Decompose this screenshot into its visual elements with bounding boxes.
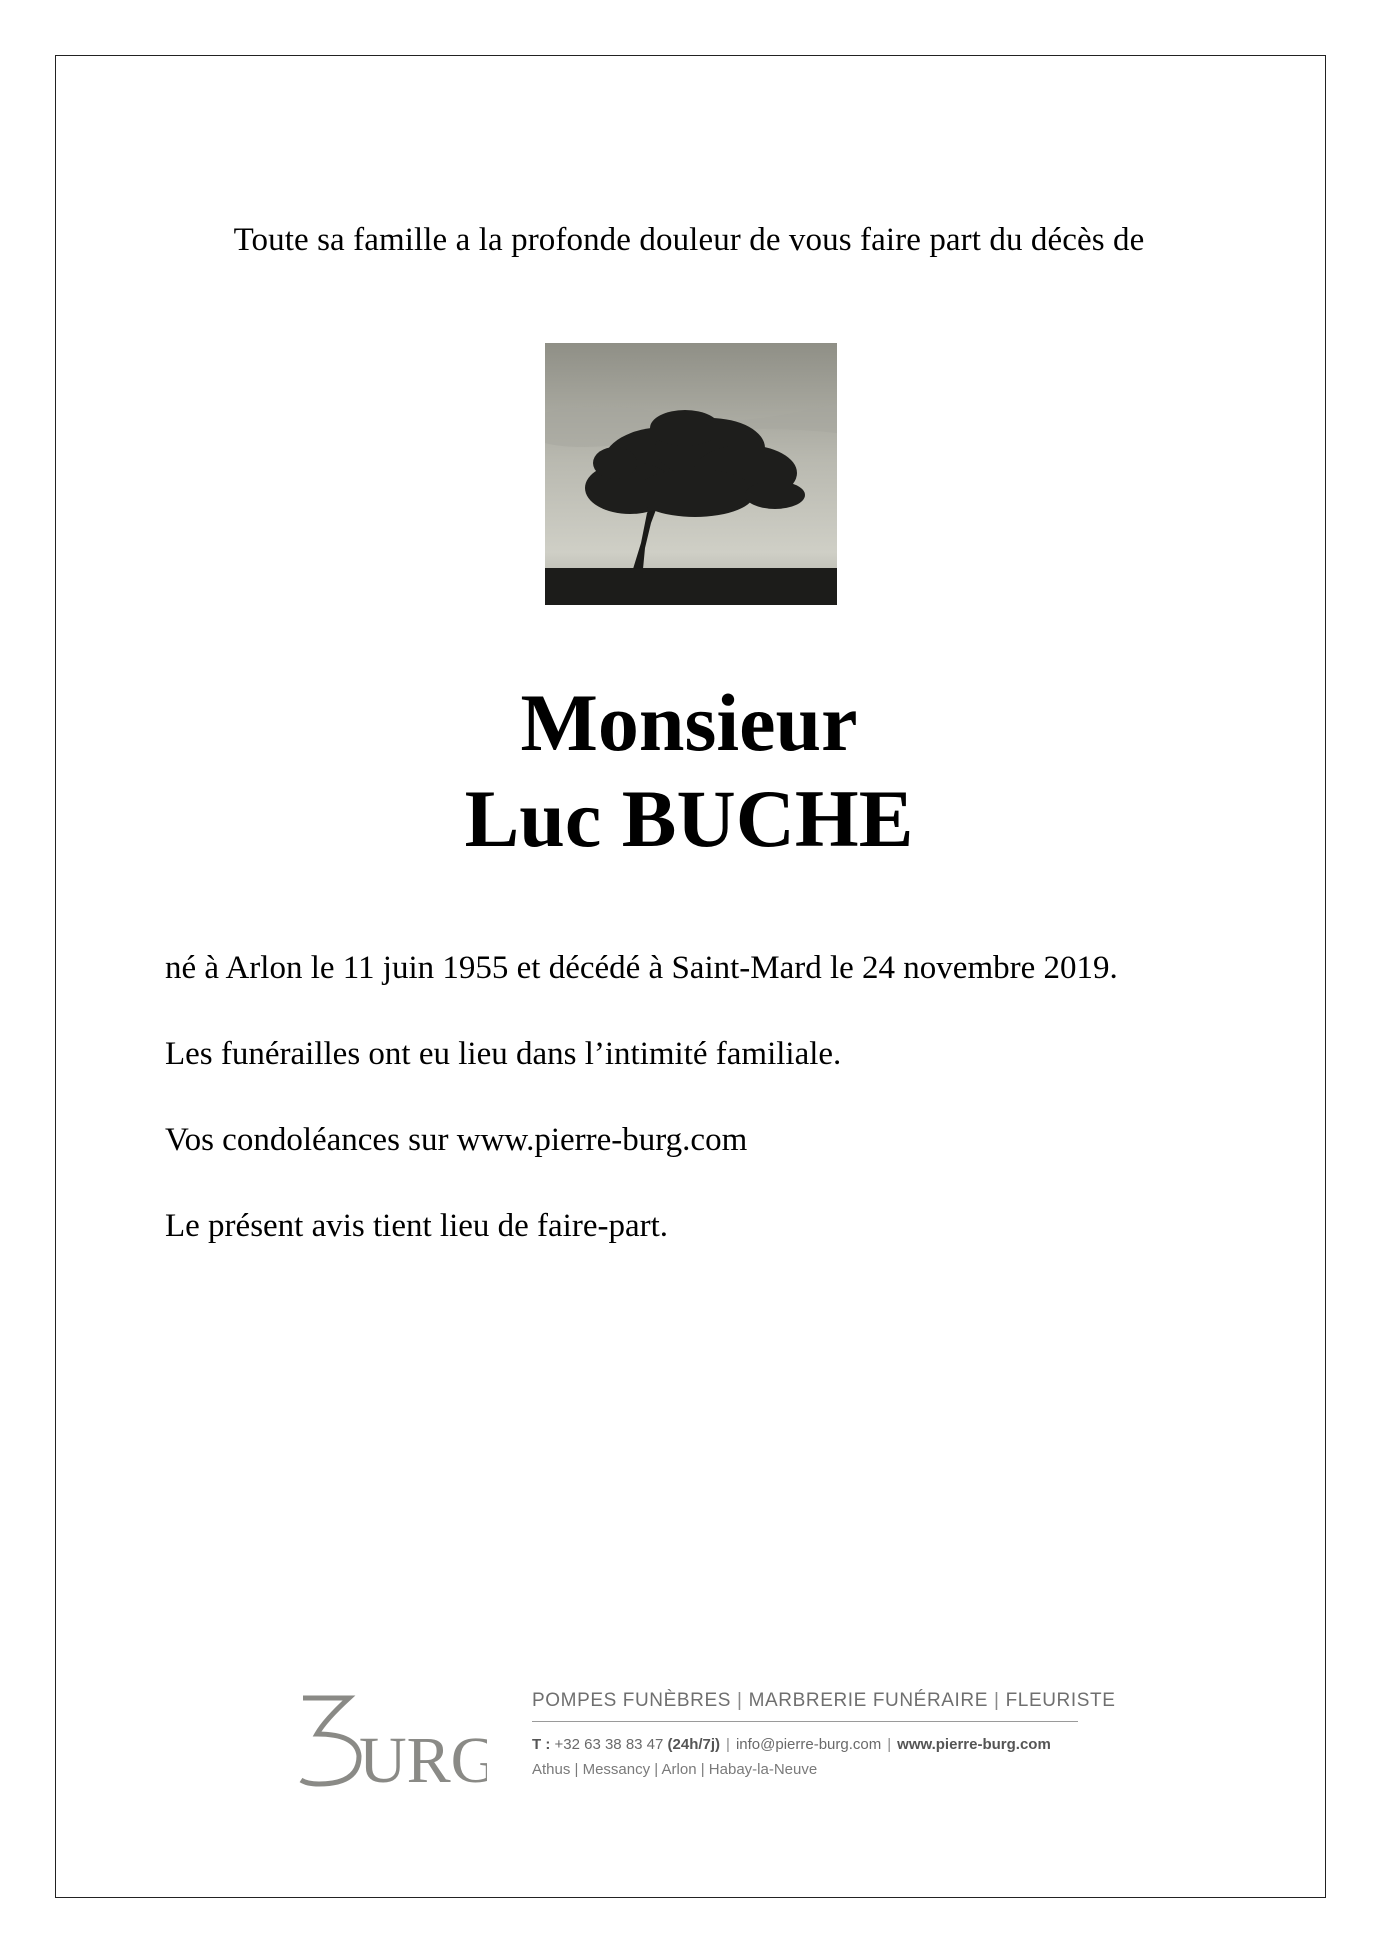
deceased-name-block [0, 675, 1378, 867]
cities-line: Athus | Messancy | Arlon | Habay-la-Neuve [532, 1761, 818, 1778]
city-habay: Habay-la-Neuve [708, 1761, 818, 1778]
phone-hours: (24h/7j) [667, 1736, 721, 1753]
email-link[interactable]: info@pierre-burg.com [735, 1736, 882, 1753]
notice-line: Le présent avis tient lieu de faire-part. [165, 1208, 669, 1244]
condolences-line: Vos condoléances sur www.pierre-burg.com [165, 1122, 748, 1158]
city-athus: Athus [532, 1761, 571, 1778]
website-link[interactable]: www.pierre-burg.com [897, 1736, 1051, 1753]
name-line: Luc BUCHE [464, 773, 914, 864]
phone-label: T : [532, 1736, 551, 1753]
burg-logo [297, 1690, 487, 1790]
service-marbrerie: MARBRERIE FUNÉRAIRE [748, 1690, 989, 1711]
birth-death-line: né à Arlon le 11 juin 1955 et décédé à Saint-Mard le 24 novembre 2019. [165, 950, 1118, 986]
services-line: POMPES FUNÈBRES | MARBRERIE FUNÉRAIRE | FLEURISTE [532, 1690, 1078, 1722]
intro-text: Toute sa famille a la profonde douleur de vous faire part du décès de [233, 222, 1145, 258]
footer-info [532, 1690, 1116, 1778]
phone-number[interactable]: +32 63 38 83 47 [554, 1736, 664, 1753]
title-line: Monsieur [520, 677, 858, 768]
service-fleuriste: FLEURISTE [1005, 1690, 1116, 1711]
svg-text:URG: URG [359, 1724, 487, 1790]
funeral-line: Les funérailles ont eu lieu dans l’intimité familiale. [165, 1036, 842, 1072]
city-arlon: Arlon [661, 1761, 697, 1778]
city-messancy: Messancy [582, 1761, 651, 1778]
service-funeral: POMPES FUNÈBRES [532, 1690, 732, 1711]
tree-silhouette-icon [545, 343, 837, 605]
contact-line: T : +32 63 38 83 47 (24h/7j) | info@pierre-burg.com | www.pierre-burg.com [532, 1736, 1051, 1753]
